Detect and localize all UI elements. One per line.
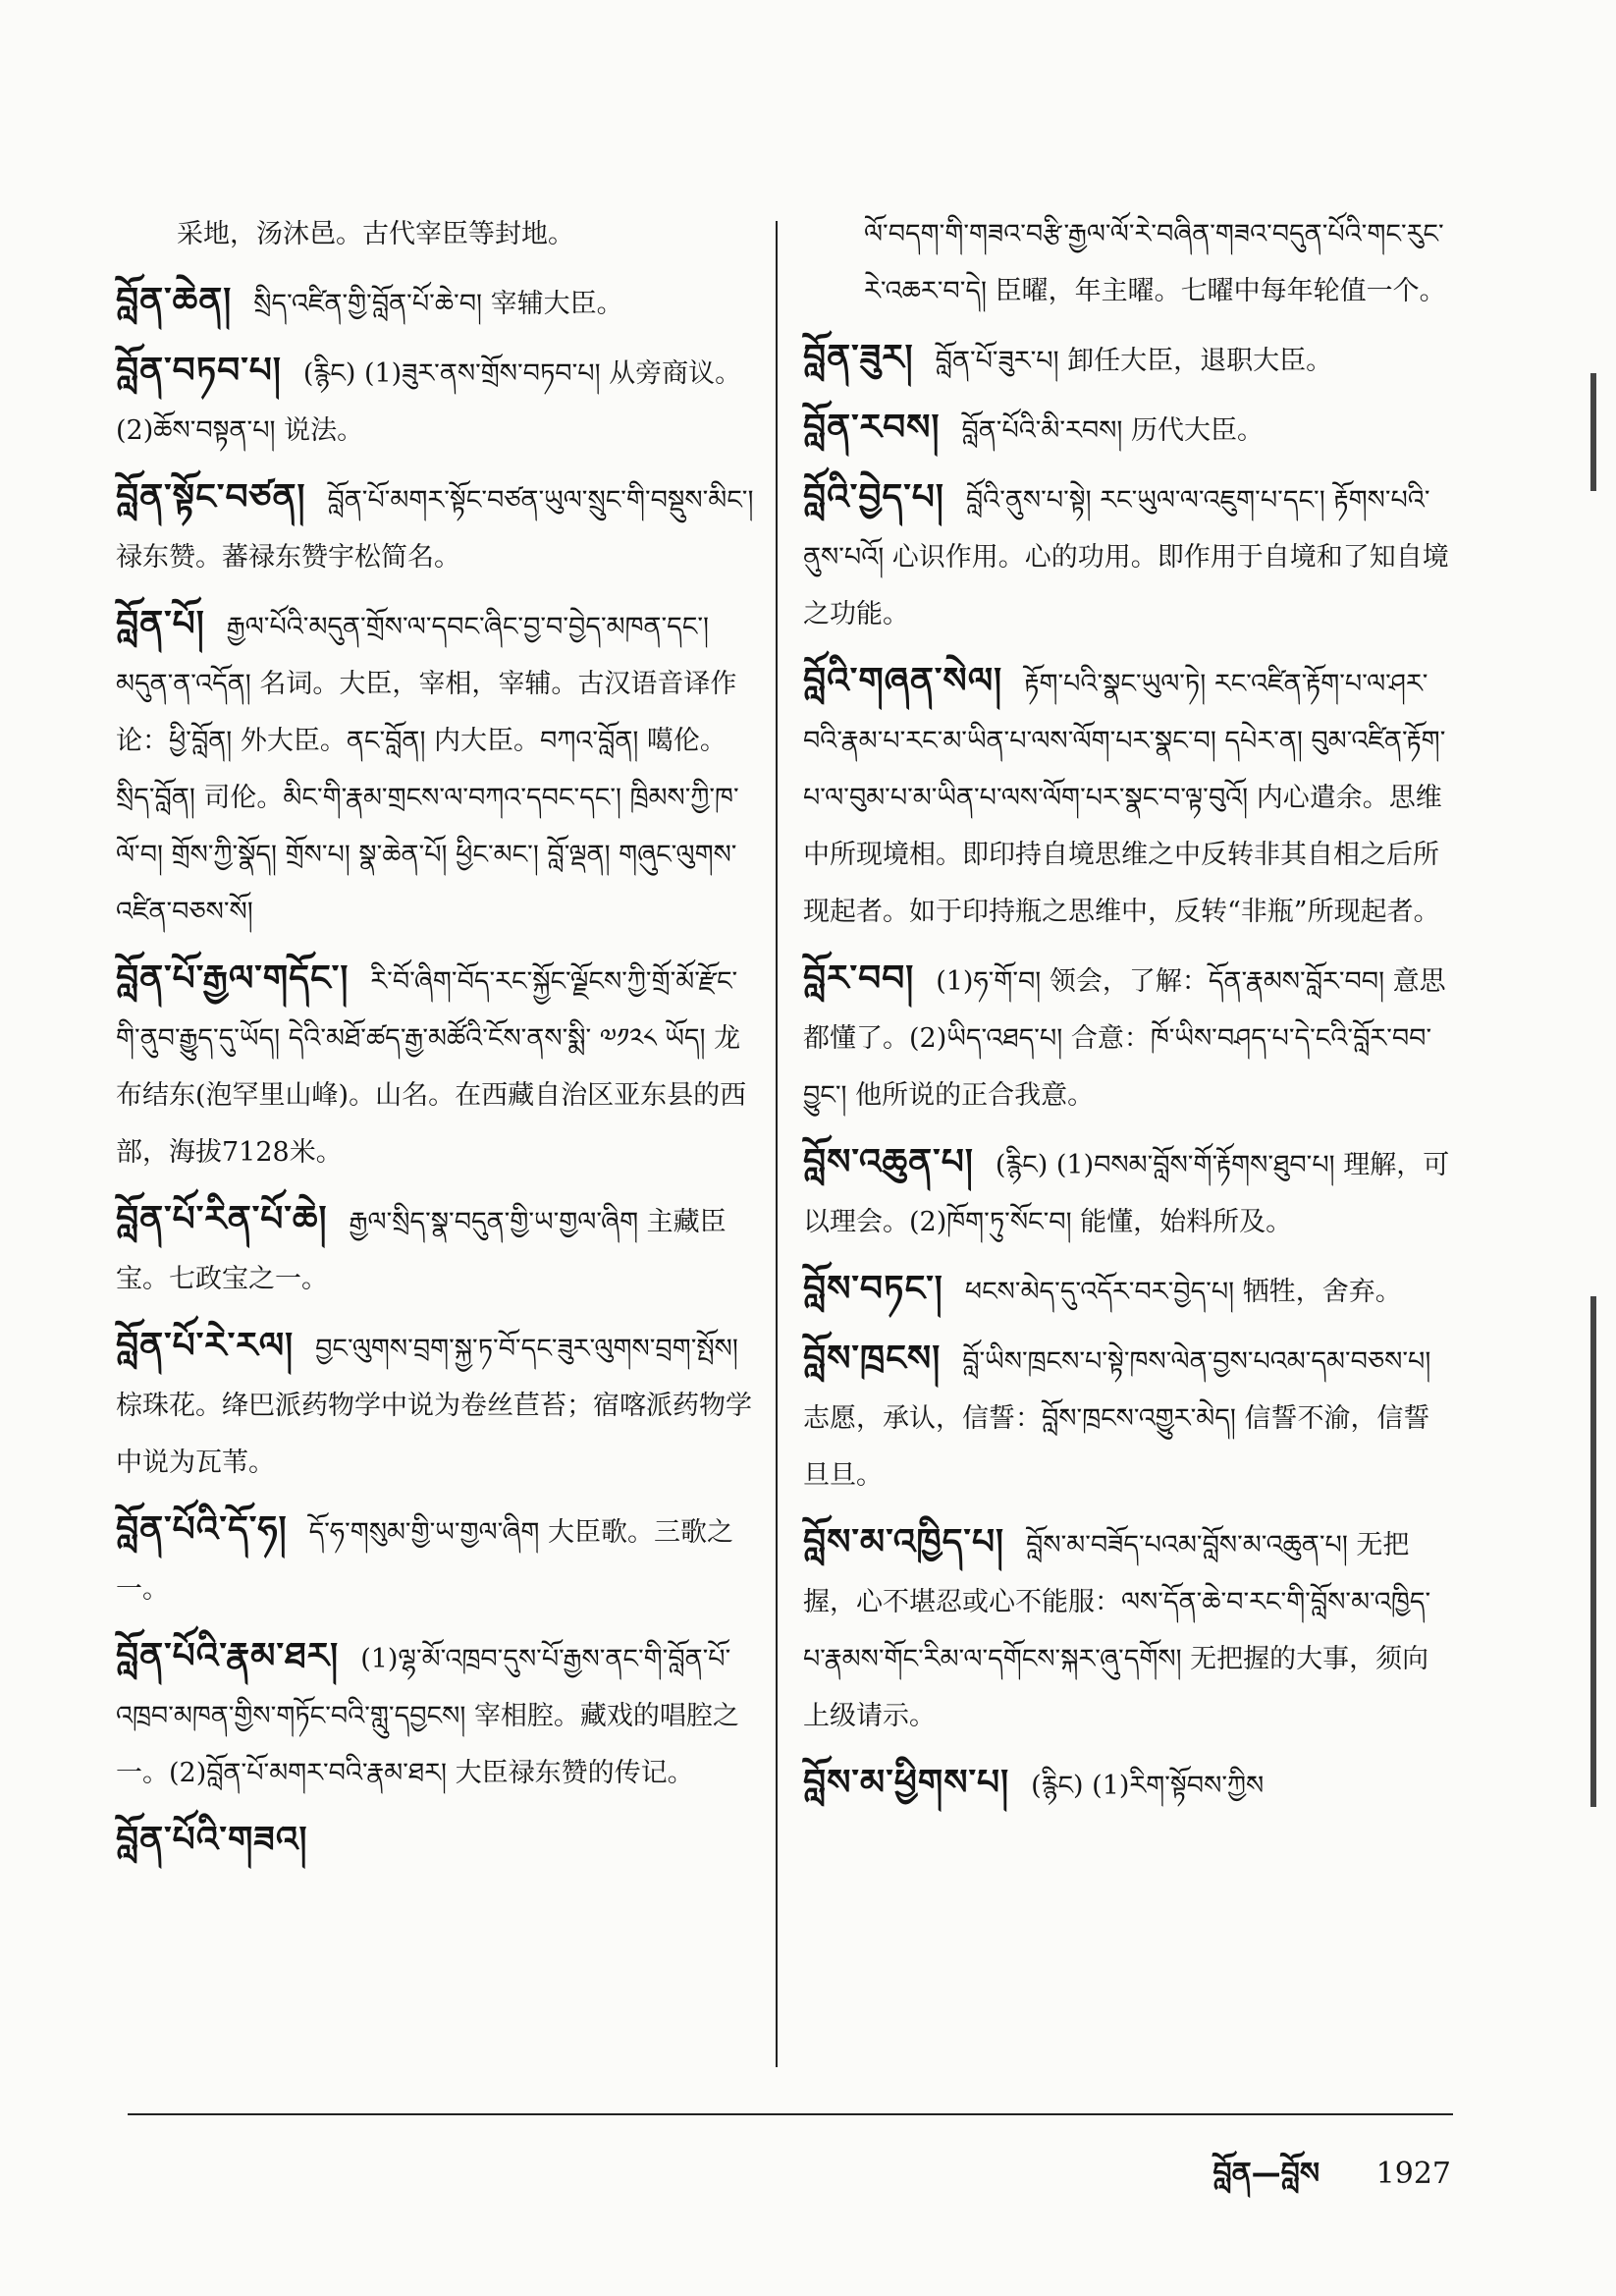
entry-definition: རྒྱལ་སྲིད་སྣ་བདུན་གྱི་ཡ་གྱལ་ཞིག 主藏臣宝。七政宝之一。	[116, 1207, 727, 1294]
entry-definition: ཕངས་མེད་དུ་འདོར་བར་བྱེད་པ། 牺牲，舍弃。	[964, 1277, 1402, 1307]
entry-headword: བློན་པོ་རིན་པོ་ཆེ།	[116, 1199, 328, 1239]
entry-headword: བློན་པོ་རེ་རལ།	[116, 1326, 295, 1366]
right-column	[803, 206, 1451, 1825]
entry-headword: བློན་རབས།	[803, 408, 941, 448]
entry-definition: (རྙིང) (1)རིག་སྟོབས་ཀྱིས	[1031, 1771, 1265, 1801]
entry-definition: དོ་ཧ་གསུམ་གྱི་ཡ་གྱལ་ཞིག 大臣歌。三歌之一。	[116, 1517, 733, 1605]
entry-definition: (1)ལྷ་མོ་འཁྲབ་དུས་པོ་རྒྱས་ནང་གི་བློན་པོ་འཁྲབ་མཁན་གྱིས་གཏོང་བའི་གླུ་དབྱངས། 宰相腔。藏戏的唱腔之一。(2)བློན་པོ་མགར་བའི་རྣམ་ཐར། 大臣禄东赞的传记。	[116, 1644, 739, 1788]
entry-definition: (རྙིང) (1)བསམ་བློས་གོ་རྟོགས་ཐུབ་པ། 理解，可以理会。(2)ཁོག་ཏུ་སོང་བ། 能懂，始料所及。	[803, 1150, 1450, 1237]
dictionary-entry	[803, 653, 1451, 941]
entry-headword: བློས་འཆུན་པ།	[803, 1142, 974, 1182]
dictionary-entry	[803, 206, 1451, 320]
entry-definition: བློན་པོའི་མི་རབས། 历代大臣。	[961, 415, 1264, 446]
dictionary-entry	[116, 951, 759, 1181]
dictionary-entry	[803, 1514, 1451, 1745]
left-column	[116, 206, 759, 1882]
entry-definition: བློན་པོ་མགར་སྟོང་བཙན་ཡུལ་སྲུང་གི་བསྡུས་མིང་། 禄东赞。蕃禄东赞宇松简名。	[116, 485, 754, 573]
scan-edge-mark	[1590, 1296, 1596, 1807]
entry-definition: བློའི་ནུས་པ་སྟེ། རང་ཡུལ་ལ་འཇུག་པ་དང་། རྟོགས་པའི་ནུས་པའོ། 心识作用。心的功用。即作用于自境和了知自境之功能。	[803, 485, 1449, 629]
dictionary-entry	[803, 951, 1451, 1124]
entry-headword: བློའི་བྱེད་པ།	[803, 477, 944, 518]
entry-headword: བློས་མ་ཕྱིགས་པ།	[803, 1763, 1010, 1803]
entry-headword: བློན་པོའི་གཟའ།	[116, 1820, 308, 1860]
entry-headword: བློན་བཏབ་པ།	[116, 351, 282, 391]
entry-definition: སྲིད་འཛིན་གྱི་བློན་པོ་ཆེ་བ། 宰辅大臣。	[253, 289, 623, 319]
entry-headword: བློན་སྟོང་བཙན།	[116, 477, 306, 518]
entry-headword: བློར་བབ།	[803, 958, 915, 999]
entry-definition: རི་བོ་ཞིག་བོད་རང་སྐྱོང་ལྗོངས་ཀྱི་གྲོ་མོ་རྫོང་གི་ནུབ་རྒྱུད་དུ་ཡོད། དེའི་མཐོ་ཚད་རྒྱ་མཚོའི་ངོས་ནས་སྨི་ ༧༡༢༨ ཡོད། 龙布结东(泡罕里山峰)。山名。在西藏自治区亚东县的西部，海拔7128米。	[116, 966, 747, 1168]
dictionary-entry	[116, 343, 759, 460]
entry-headword: བློས་མ་འཁྱིད་པ།	[803, 1522, 1005, 1562]
dictionary-entry	[803, 1755, 1451, 1815]
entry-headword: བློན་པོ།	[116, 604, 205, 644]
dictionary-entry	[803, 1134, 1451, 1251]
dictionary-entry	[116, 1191, 759, 1308]
entry-headword: བློའི་གཞན་སེལ།	[803, 661, 1003, 701]
page-footer	[1212, 2141, 1451, 2223]
entry-headword: བློན་པོ་རྒྱལ་གདོང་།	[116, 958, 350, 999]
dictionary-entry	[116, 206, 759, 263]
dictionary-entry	[803, 1261, 1451, 1321]
dictionary-entry	[116, 1812, 759, 1872]
dictionary-entry	[803, 400, 1451, 460]
entry-definition: བློས་མ་བཟོད་པའམ་བློས་མ་འཆུན་པ། 无把握，心不堪忍或心不能服：ལས་དོན་ཆེ་བ་རང་གི་བློས་མ་འཁྱིད་པ་རྣམས་གོང་རིམ་ལ་དགོངས་སྐར་ཞུ་དགོས། 无把握的大事，须向上级请示。	[803, 1530, 1431, 1731]
dictionary-entry	[803, 330, 1451, 390]
entry-headword: བློས་ཁྲངས།	[803, 1339, 942, 1379]
entry-definition: བློན་པོ་ཟུར་པ། 卸任大臣，退职大臣。	[935, 346, 1333, 376]
entry-headword: བློན་པོའི་དོ་ཧ།	[116, 1509, 288, 1550]
entry-definition: བྱང་ལུགས་བྲག་སྐྱ་ཏ་བོ་དང་ཟུར་ལུགས་བྲག་སྤོས། 棕珠花。绛巴派药物学中说为卷丝苣苔；宿喀派药物学中说为瓦苇。	[116, 1334, 752, 1478]
dictionary-entry	[116, 273, 759, 333]
entry-headword: བློན་པོའི་རྣམ་ཐར།	[116, 1636, 340, 1676]
dictionary-entry	[116, 1318, 759, 1492]
entry-definition: 采地，汤沐邑。古代宰臣等封地。	[177, 219, 574, 249]
dictionary-entry	[116, 1502, 759, 1618]
entry-definition: བློ་ཡིས་ཁྲངས་པ་སྟེ་ཁས་ལེན་བྱས་པའམ་དམ་བཅས་པ། 志愿，承认，信誓：བློས་ཁྲངས་འགྱུར་མེད། 信誓不渝，信誓旦旦。	[803, 1346, 1431, 1491]
entry-headword: བློན་ཟུར།	[803, 338, 914, 378]
dictionary-entry	[116, 469, 759, 586]
column-divider	[776, 221, 778, 2067]
entry-definition: (རྙིང) (1)ཟུར་ནས་གྲོས་བཏབ་པ། 从旁商议。(2)ཆོས་བསྟན་པ། 说法。	[116, 358, 742, 446]
dictionary-entry	[803, 1331, 1451, 1504]
entry-definition: རྟོག་པའི་སྣང་ཡུལ་ཏེ། རང་འཛིན་རྟོག་པ་ལ་ཤར་བའི་རྣམ་པ་རང་མ་ཡིན་པ་ལས་ལོག་པར་སྣང་བ། དཔེར་ན། བུམ་འཛིན་རྟོག་པ་ལ་བུམ་པ་མ་ཡིན་པ་ལས་ལོག་པར་སྣང་བ་ལྟ་བུའོ། 内心遣余。思维中所现境相。即印持自境思维之中反转非其自相之后所现起者。如于印持瓶之思维中，反转“非瓶”所现起者。	[803, 669, 1446, 927]
footer-rule	[128, 2113, 1453, 2115]
dictionary-entry	[116, 596, 759, 941]
dictionary-entry	[803, 469, 1451, 643]
entry-definition: (1)ཧ་གོ་བ། 领会，了解：དོན་རྣམས་བློར་བབ། 意思都懂了。(2)ཡིད་འཐད་པ། 合意：ཁོ་ཡིས་བཤད་པ་དེ་ངའི་བློར་བབ་བྱུང་། 他所说的正合我意。	[803, 966, 1446, 1111]
entry-definition: རྒྱལ་པོའི་མདུན་གྲོས་ལ་དབང་ཞིང་བྱ་བ་བྱེད་མཁན་དང་། མདུན་ན་འདོན། 名词。大臣，宰相，宰辅。古汉语音译作论：ཕྱི་བློན། 外大臣。ནང་བློན། 内大臣。བཀའ་བློན། 噶伦。སྲིད་བློན། 司伦。མིང་གི་རྣམ་གྲངས་ལ་བཀའ་དབང་དང་། ཁྲིམས་ཀྱི་ཁ་ལོ་བ། གྲོས་ཀྱི་སྣོད། གྲོས་པ། སྣ་ཆེན་པོ། ཕྱིང་མང་། བློ་ལྡན། གཞུང་ལུགས་འཛིན་བཅས་སོ།	[116, 612, 739, 927]
page-number: 1927	[1375, 2157, 1451, 2191]
footer-headword-range: བློན—བློས	[1212, 2157, 1320, 2191]
entry-headword: བློས་བཏང་།	[803, 1269, 943, 1309]
dictionary-entry	[116, 1628, 759, 1802]
scan-edge-mark	[1590, 373, 1596, 491]
entry-headword: བློན་ཆེན།	[116, 281, 233, 321]
entry-definition: ལོ་བདག་གི་གཟའ་བརྩི་རྒྱལ་ལོ་རེ་བཞིན་གཟའ་བདུན་པོའི་གང་རུང་རེ་འཆར་བ་དེ། 臣曜，年主曜。七曜中每年轮值一个。	[864, 219, 1446, 306]
